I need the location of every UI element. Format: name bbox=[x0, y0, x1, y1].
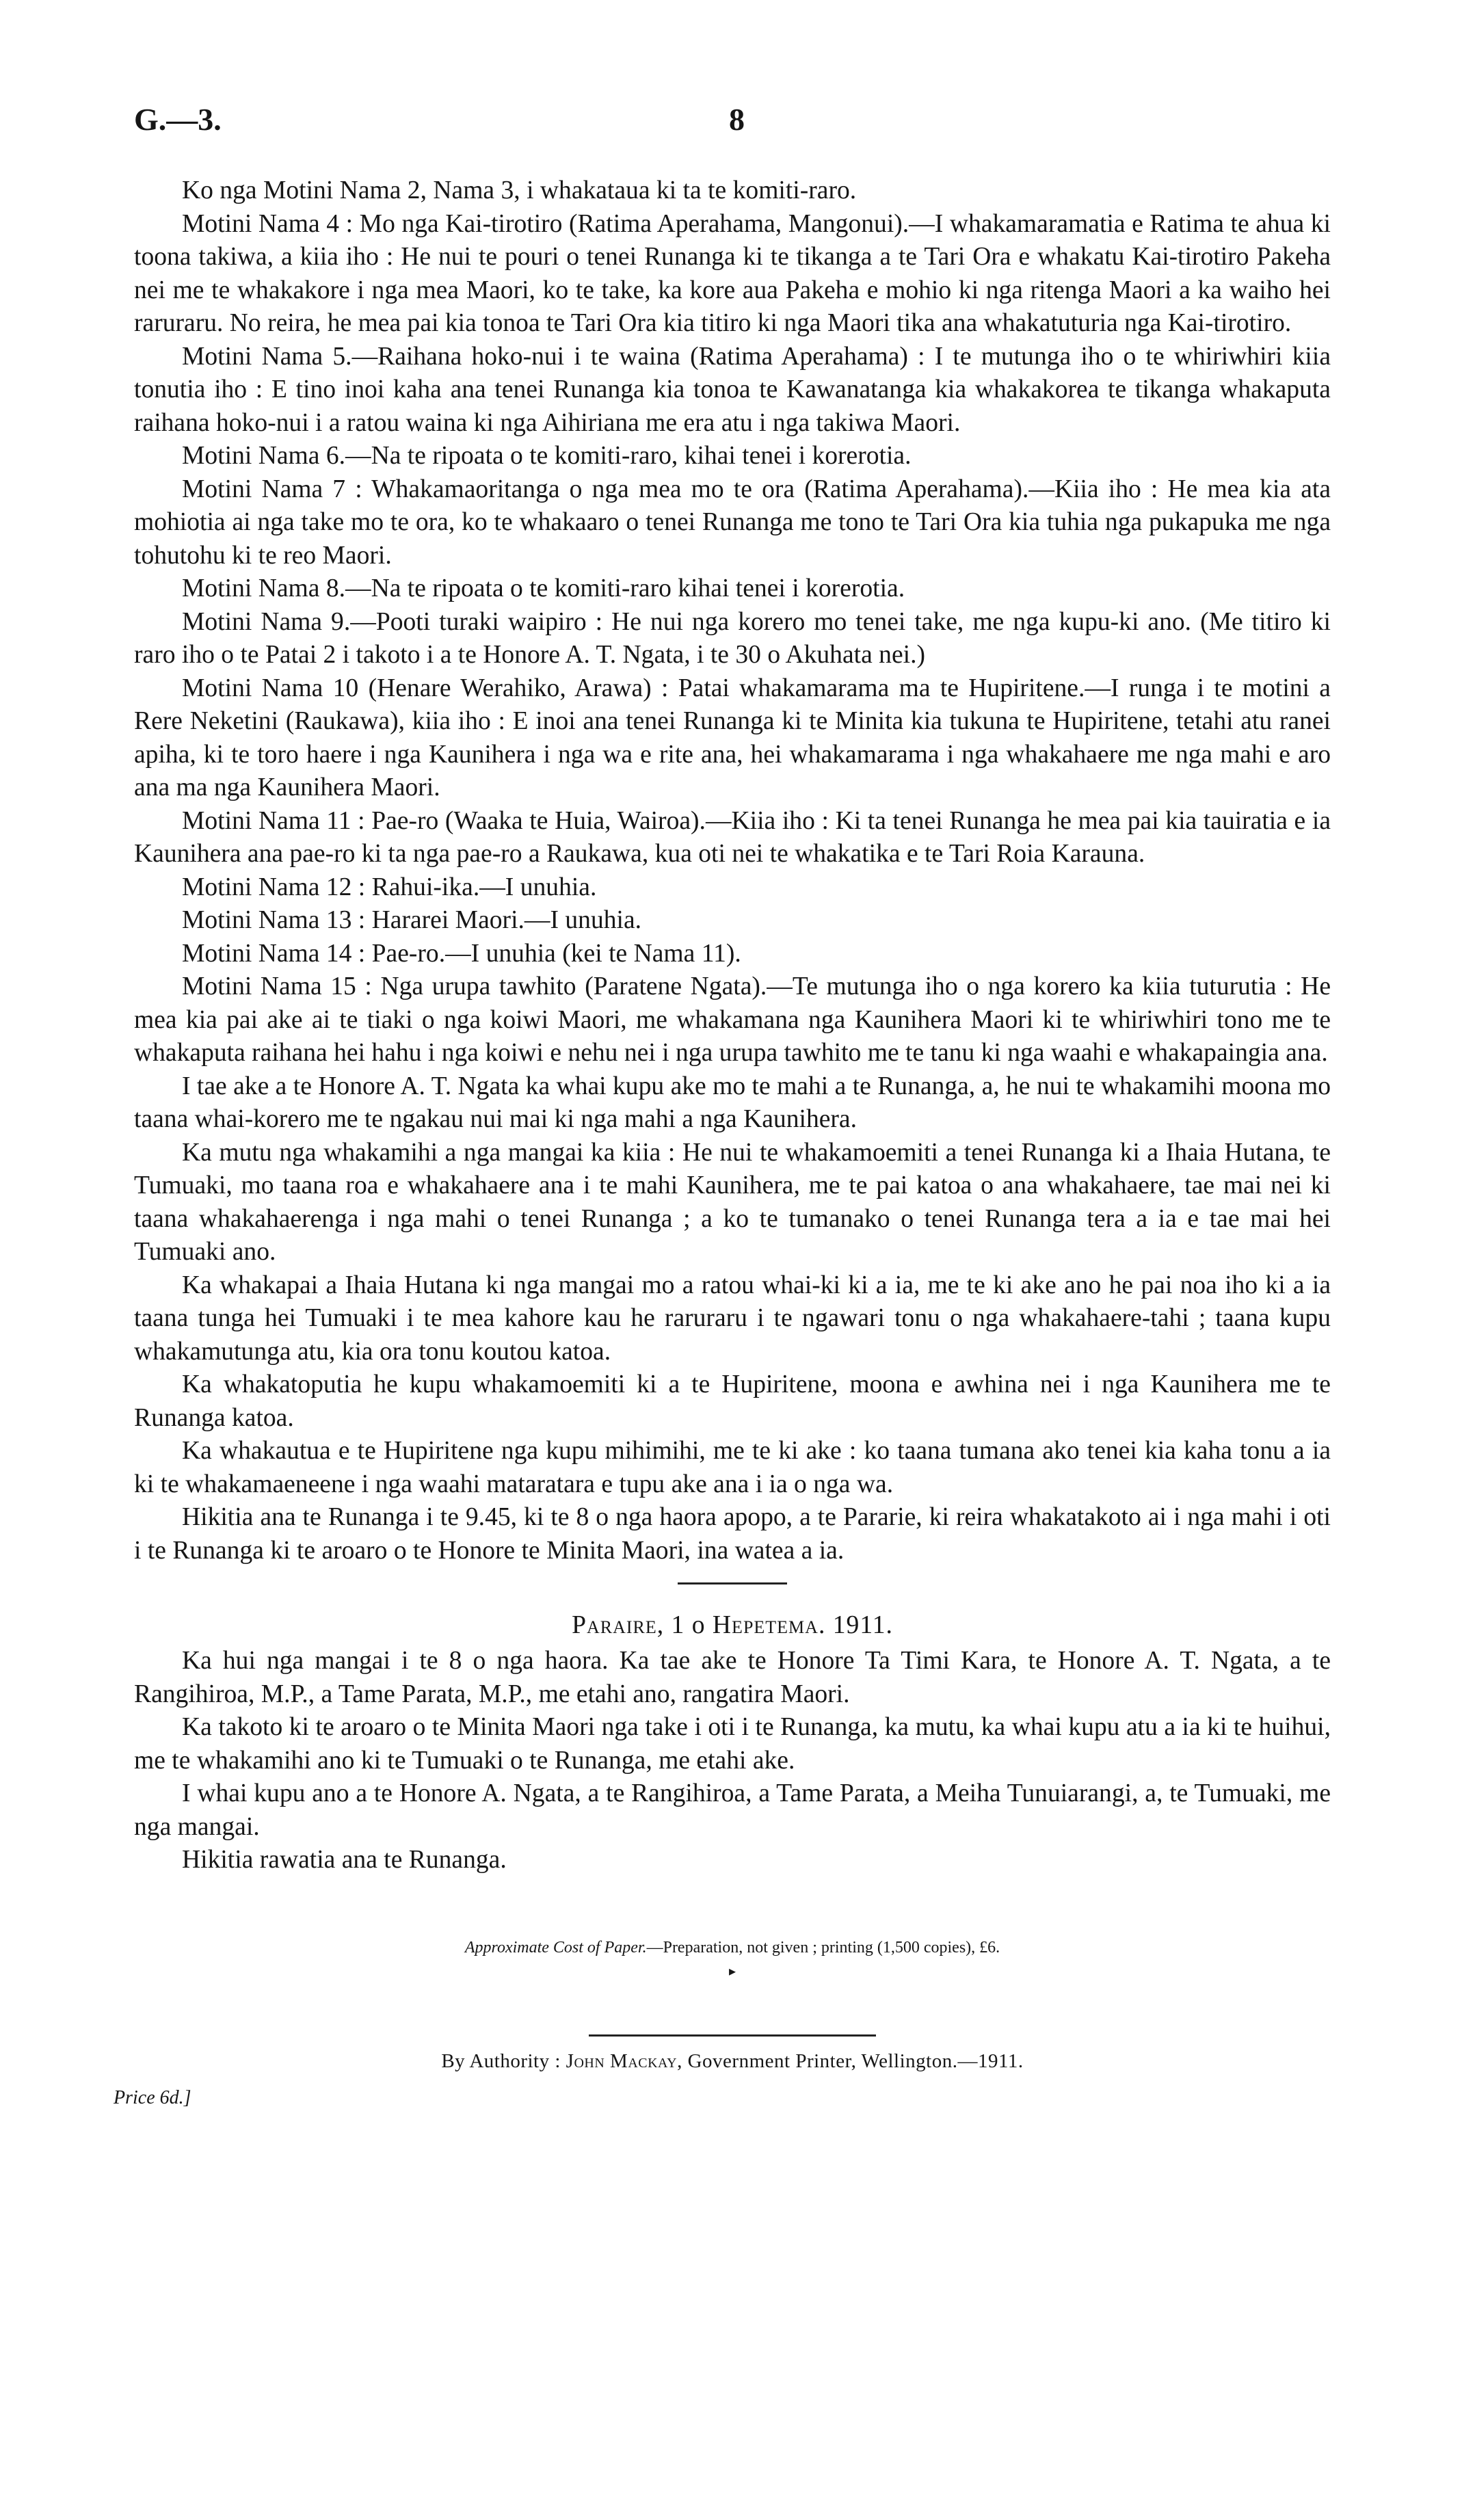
date-heading-year: . 1911. bbox=[818, 1611, 893, 1639]
paragraph-motions-2-3: Ko nga Motini Nama 2, Nama 3, i whakataua ki ta te komiti-raro. bbox=[182, 176, 857, 204]
paragraph-thanks-superintendent: Ka whakatoputia he kupu whakamoemiti ki a te Hupiritene, moona e awhina nei i nga Kaunihera me te Runanga katoa. bbox=[134, 1370, 1331, 1432]
date-heading-month: Hepetema bbox=[712, 1611, 819, 1639]
paragraph-motion-8: Motini Nama 8.—Na te ripoata o te komiti-raro kihai tenei i korerotia. bbox=[182, 574, 905, 602]
cost-note-label: Approximate Cost of Paper. bbox=[464, 1938, 647, 1957]
paragraph-adjournment: Hikitia ana te Runanga i te 9.45, ki te 8 o nga haora apopo, a te Pararie, ki reira whakatakoto ai i nga mahi i oti i te Runanga ki te aroaro o te Honore te Minita Maori, ina watea a ia. bbox=[134, 1503, 1331, 1565]
price-note: Price 6d.] bbox=[114, 2086, 191, 2108]
paragraph-motion-6: Motini Nama 6.—Na te ripoata o te komiti-raro, kihai tenei i korerotia. bbox=[182, 442, 912, 470]
paragraph-motion-14: Motini Nama 14 : Pae-ro.—I unuhia (kei te Nama 11). bbox=[182, 939, 741, 968]
paragraph-motion-5: Motini Nama 5.—Raihana hoko-nui i te waina (Ratima Aperahama) : I te mutunga iho o te whiriwhiri kiia tonutia iho : E tino inoi kaha ana tenei Runanga kia tonoa te Kawanatanga kia whakakorea te tikanga whakaputa raihana hoko-nui i a ratou waina ki nga Aihiriana me era atu i nga takiwa Maori. bbox=[134, 342, 1331, 437]
paragraph-motion-10: Motini Nama 10 (Henare Werahiko, Arawa) : Patai whakamarama ma te Hupiritene.—I runga i te motini a Rere Neketini (Raukawa), kiia iho : E inoi ana tenei Runanga ki te Minita kia tukuna te Hupiritene, tetahi atu ranei apiha, ki te toro haere i nga Kaunihera i nga wa e rite ana, hei whakamarama i nga whakahaere me nga mahi e aro ana ma nga Kaunihera Maori. bbox=[134, 674, 1331, 801]
imprint-prefix: By Authority : bbox=[441, 2050, 566, 2072]
paragraph-motion-13: Motini Nama 13 : Hararei Maori.—I unuhia. bbox=[182, 906, 642, 934]
paragraph-superintendent-reply: Ka whakautua e te Hupiritene nga kupu mihimihi, me te ki ake : ko taana tumana ako tenei kia kaha tonu a ia ki te whakamaeneene i nga waahi mataratara e tupu ake ana i ia o nga wa. bbox=[134, 1437, 1331, 1498]
paragraph-ngata-address: I tae ake a te Honore A. T. Ngata ka whai kupu ake mo te mahi a te Runanga, a, he nui te whakamihi moona mo taana whai-korero me te ngakau nui mai ki nga mahi a nga Kaunihera. bbox=[134, 1072, 1331, 1133]
paragraph-thanks-chairman: Ka mutu nga whakamihi a nga mangai ka kiia : He nui te whakamoemiti a tenei Runanga ki a Ihaia Hutana, te Tumuaki, mo taana roa e whakahaere ana i te mahi Kaunihera, me te pai katoa o ana whakahaere, tae mai nei ki taana whakahaerenga i nga mahi o tenei Runanga ; a ko te tumanako o tenei Runanga tera a ia e tae mai hei Tumuaki ano. bbox=[134, 1138, 1331, 1266]
paragraph-business-presented: Ka takoto ki te aroaro o te Minita Maori nga take i oti i te Runanga, ka mutu, ka whai kupu atu a ia ki te huihui, me te whakamihi ano ki te Tumuaki o te Runanga, me etahi ake. bbox=[134, 1713, 1331, 1775]
paragraph-motion-9: Motini Nama 9.—Pooti turaki waipiro : He nui nga korero mo tenei take, me nga kupu-ki ano. (Me titiro ki raro iho o te Patai 2 i takoto i a te Honore A. T. Ngata, i te 30 o Akuhata nei.) bbox=[134, 607, 1331, 669]
paragraph-motion-12: Motini Nama 12 : Rahui-ika.—I unuhia. bbox=[182, 873, 597, 901]
section-divider bbox=[678, 1582, 787, 1584]
cost-note bbox=[134, 1937, 1331, 1958]
paragraph-motion-11: Motini Nama 11 : Pae-ro (Waaka te Huia, Wairoa).—Kiia iho : Ki ta tenei Runanga he mea pai kia tauiratia e ia Kaunihera ana pae-ro ki ta nga pae-ro a Raukawa, kua oti nei te whakatika e te Tari Roia Karauna. bbox=[134, 806, 1331, 868]
page-body bbox=[114, 174, 1331, 2109]
paragraph-chairman-reply: Ka whakapai a Ihaia Hutana ki nga mangai mo a ratou whai-ki ki a ia, me te ki ake ano he pai noa iho ki a ia taana tunga hei Tumuaki i te mea kahore kau he raruraru i te ngawari tonu o nga whakahaere-tahi ; taana kupu whakamutunga atu, kia ora tonu koutou katoa. bbox=[134, 1271, 1331, 1366]
date-heading bbox=[134, 1609, 1331, 1642]
page-header bbox=[134, 101, 1331, 149]
imprint-printer: John Mackay bbox=[566, 2050, 678, 2072]
paragraph-motion-4: Motini Nama 4 : Mo nga Kai-tirotiro (Ratima Aperahama, Mangonui).—I whakamaramatia e Ratima te ahua ki toona takiwa, a kiia iho : He nui te pouri o tenei Runanga ki te tikanga a te Tari Ora e whakatu Kai-tirotiro Pakeha nei me te whakakore i nga mea Maori, ko te take, ka kore aua Pakeha e mohio ki nga ritenga Maori a ka waiho hei raruraru. No reira, he mea pai kia tonoa te Tari Ora kia titiro ki nga Maori tika ana whakatuturia nga Kai-tirotiro. bbox=[134, 209, 1331, 337]
cost-note-text: —Preparation, not given ; printing (1,500 copies), £6. bbox=[646, 1938, 1000, 1957]
paragraph-motion-15: Motini Nama 15 : Nga urupa tawhito (Paratene Ngata).—Te mutunga iho o nga korero ka kiia tuturutia : He mea kia pai ake ai te tiaki o nga koiwi Maori, me whakamana nga Kaunihera Maori ki te whiriwhiri tono me te whakaputa raihana hei hahu i nga koiwi e nehu nei i nga urupa tawhito me te tanu ki nga waahi e whakapaingia ana. bbox=[134, 972, 1331, 1067]
paragraph-speakers: I whai kupu ano a te Honore A. Ngata, a te Rangihiroa, a Tame Parata, a Meiha Tunuiarangi, a, te Tumuaki, me nga mangai. bbox=[134, 1779, 1331, 1841]
printer-ornament: ▸ bbox=[728, 1963, 736, 1979]
imprint-suffix: , Government Printer, Wellington.—1911. bbox=[677, 2050, 1024, 2072]
paragraph-final-adjournment: Hikitia rawatia ana te Runanga. bbox=[182, 1846, 507, 1874]
page-number: 8 bbox=[729, 102, 745, 137]
paragraph-motion-7: Motini Nama 7 : Whakamaoritanga o nga mea mo te ora (Ratima Aperahama).—Kiia iho : He mea kia ata mohiotia ai nga take mo te ora, ko te whakaaro o tenei Runanga me tono te Tari Ora kia tuhia nga pukapuka me nga tohutohu ki te reo Maori. bbox=[134, 475, 1331, 570]
date-heading-day: Paraire bbox=[572, 1611, 657, 1639]
paragraph-meeting-opened: Ka hui nga mangai i te 8 o nga haora. Ka tae ake te Honore Ta Timi Kara, te Honore A. T. Ngata, a te Rangihiroa, M.P., a Tame Parata, M.P., me etahi ano, rangatira Maori. bbox=[134, 1647, 1331, 1708]
date-heading-part: , 1 o bbox=[656, 1611, 713, 1639]
document-reference: G.—3. bbox=[134, 102, 222, 137]
footer-divider bbox=[589, 2034, 876, 2037]
imprint bbox=[134, 2049, 1331, 2073]
